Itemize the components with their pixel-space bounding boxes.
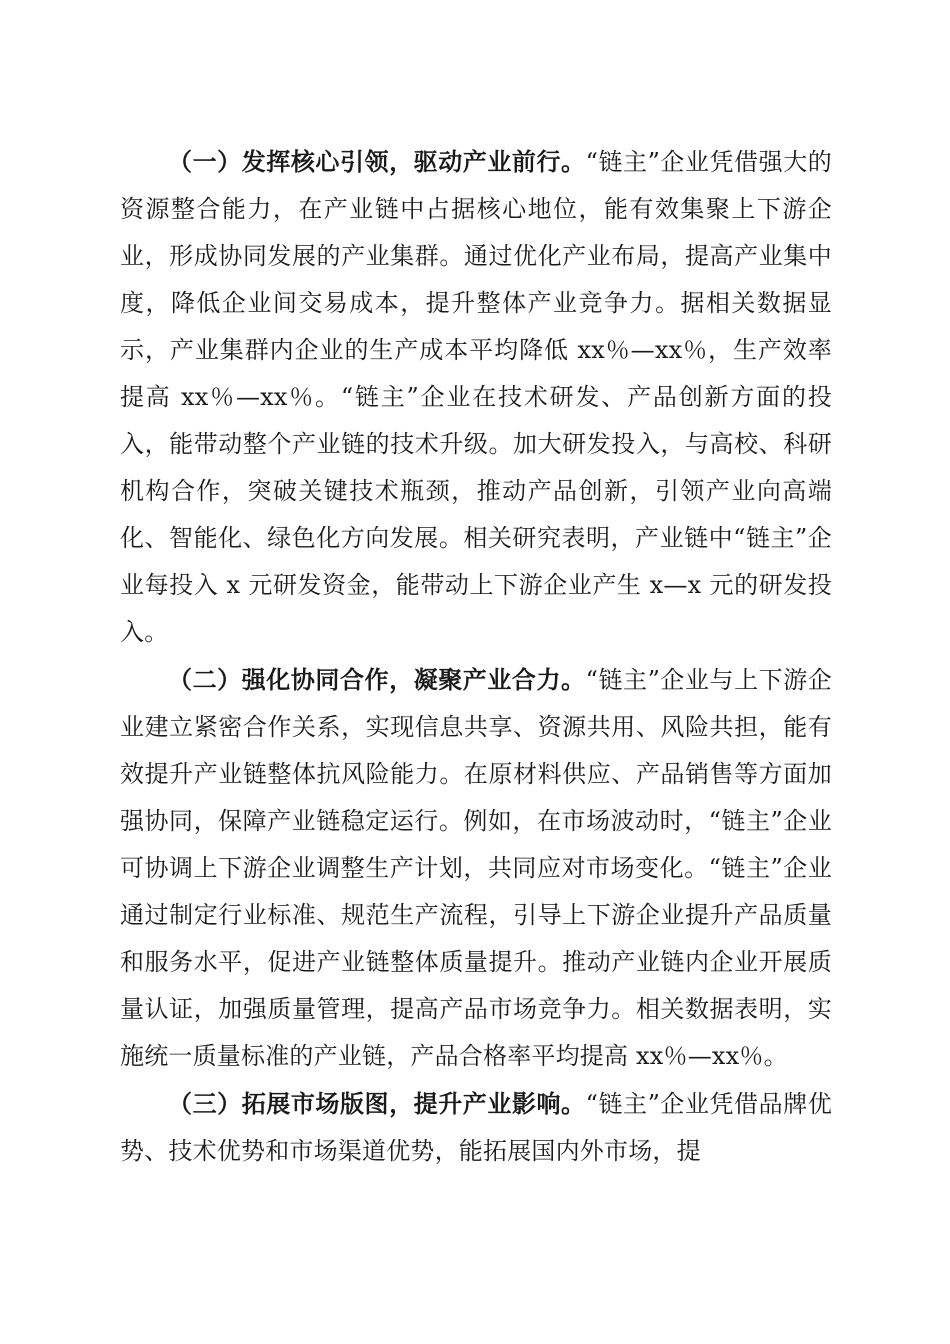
paragraph-3-heading: （三）拓展市场版图，提升产业影响。 <box>168 1089 586 1118</box>
paragraph-1-body: “链主”企业凭借强大的资源整合能力，在产业链中占据核心地位，能有效集聚上下游企业，形成协同发展的产业集群。通过优化产业布局，提高产业集中度，降低企业间交易成本，提升整体产业竞争力。据相关数据显示，产业集群内企业的生产成本平均降低 xx％—xx％，生产效率提高 xx％—xx％。“链主”企业在技术研发、产品创新方面的投入，能带动整个产业链的技术升级。加大研发投入，与高校、科研机构合作，突破关键技术瓶颈，推动产品创新，引领产业向高端化、智能化、绿色化方向发展。相关研究表明，产业链中“链主”企业每投入 x 元研发资金，能带动上下游企业产生 x—x 元的研发投入。 <box>120 148 832 646</box>
paragraph-1-heading: （一）发挥核心引领，驱动产业前行。 <box>168 147 586 176</box>
paragraph-2-heading: （二）强化协同合作，凝聚产业合力。 <box>168 665 586 694</box>
paragraph-3 <box>120 1080 832 1175</box>
paragraph-3-body: “链主”企业凭借品牌优势、技术优势和市场渠道优势，能拓展国内外市场，提 <box>120 1090 832 1165</box>
document-page <box>120 138 832 1175</box>
paragraph-2-body: “链主”企业与上下游企业建立紧密合作关系，实现信息共享、资源共用、风险共担，能有效提升产业链整体抗风险能力。在原材料供应、产品销售等方面加强协同，保障产业链稳定运行。例如，在市场波动时，“链主”企业可协调上下游企业调整生产计划，共同应对市场变化。“链主”企业通过制定行业标准、规范生产流程，引导上下游企业提升产品质量和服务水平，促进产业链整体质量提升。推动产业链内企业开展质量认证，加强质量管理，提高产品市场竞争力。相关数据表明，实施统一质量标准的产业链，产品合格率平均提高 xx％—xx％。 <box>120 666 832 1070</box>
paragraph-1 <box>120 138 832 656</box>
paragraph-2 <box>120 656 832 1080</box>
